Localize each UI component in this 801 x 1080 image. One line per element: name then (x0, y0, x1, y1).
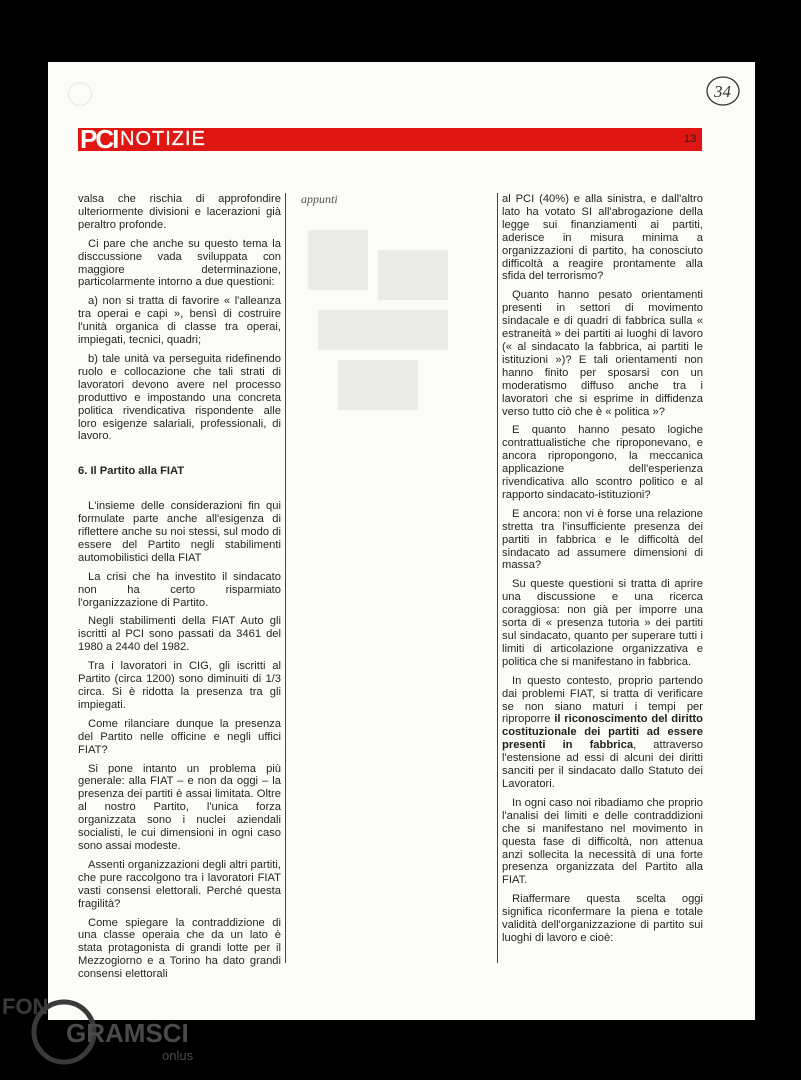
column-left (78, 193, 281, 987)
svg-text:GRAMSCI: GRAMSCI (66, 1018, 189, 1048)
page-number: 13 (684, 133, 697, 145)
paragraph: Quanto hanno pesato orientamenti presenti in settori di movimento sindacale e di quadri di fabbrica sulla « estraneità » dei partiti ai luoghi di lavoro (« al sindacato la fabbrica, ai partiti le istituzioni »)? E tali orientamenti non hanno finito per sposarsi con un moderatismo diffuso anche tra i lavoratori che si esprime in diffidenza verso tutto ciò che è « politica »? (502, 289, 703, 418)
paragraph-contesto (502, 675, 703, 791)
paragraph: Assenti organizzazioni degli altri partiti, che pure raccolgono tra i lavoratori FIAT vasti consensi elettorali. Perché questa fragilità? (78, 858, 281, 910)
svg-text:FON: FON (2, 994, 49, 1019)
paragraph-text: , attraverso l'estensione ad essi di alcuni dei diritti sanciti per il sindacato dallo Statuto dei Lavoratori. (502, 739, 703, 790)
logo-notizie: NOTIZIE (120, 128, 206, 150)
paragraph: Si pone intanto un problema più generale: alla FIAT – e non da oggi – la presenza dei partiti è assai limitata. Oltre al nostro Partito, l'unica forza organizzata sono i nuclei aziendali socialisti, le cui dimensioni in ogni caso sono assai modeste. (78, 762, 281, 852)
paragraph: In ogni caso noi ribadiamo che proprio l'analisi dei limiti e delle contraddizioni che si manifestano nel movimento in questa fase di difficoltà, non attenua anzi sollecita la necessità di una forte presenza organizzata del Partito alla FIAT. (502, 796, 703, 887)
notes-label: appunti (301, 192, 338, 206)
paragraph: Riaffermare questa scelta oggi significa riconfermare la piena e totale validità dell'organizzazione di partito sui luoghi di lavoro e cioè: (502, 893, 703, 944)
paragraph: Su queste questioni si tratta di aprire una discussione e una ricerca coraggiosa: non già per imporre una sorta di « presenza tutoria » dei partiti sul sindacato, quanto per superare tutti i limiti di articolazione organizzativa e politica che si manifestano in fabbrica. (502, 578, 703, 668)
paragraph: La crisi che ha investito il sindacato non ha certo risparmiato l'organizzazione di Partito. (78, 570, 281, 609)
logo-pci: PCI (80, 124, 118, 154)
column-rule-left (285, 193, 286, 963)
paragraph: Come spiegare la contraddizione di una classe operaia che da un lato è stata protagonista di grandi lotte per il Mezzogiorno e a Torino ha dato grandi consensi elettorali (78, 916, 281, 981)
document-page (48, 62, 755, 1020)
punch-hole (68, 82, 92, 106)
paragraph: a) non si tratta di favorire « l'alleanza tra operai e capi », bensì di costruire l'unità organica di classe tra operai, impiegati, tecnici, quadri; (78, 295, 281, 347)
paragraph: al PCI (40%) e alla sinistra, e dall'altro lato ha votato SI all'abrogazione della legge sui finanziamenti ai partiti, aderisce in misura minima a organizzazioni di partito, ha conosciuto difficoltà a reagire prontamente alla sfida del terrorismo? (502, 193, 703, 283)
paragraph: Negli stabilimenti della FIAT Auto gli iscritti al PCI sono passati da 3461 del 1980 a 2440 del 1982. (78, 615, 281, 654)
paragraph: L'insieme delle considerazioni fin qui formulate parte anche all'esigenza di riflettere anche su noi stessi, sul modo di essere del Partito negli stabilimenti automobilistici della FIAT (78, 500, 281, 564)
svg-text:onlus: onlus (162, 1048, 194, 1063)
show-through-image (298, 220, 468, 420)
paragraph: b) tale unità va perseguita ridefinendo ruolo e collocazione che tali strati di lavoratori devono avere nel processo produttivo e impostando una concreta politica rivendicativa rispondente alle loro esigenze salariali, professionali, di lavoro. (78, 352, 281, 443)
column-rule-right (497, 193, 498, 963)
section-heading: 6. Il Partito alla FIAT (78, 465, 185, 478)
paragraph-text: In questo contesto, proprio partendo dai problemi FIAT, si tratta di verificare se non siano maturi i tempi per riproporre (502, 674, 703, 726)
column-right (502, 193, 703, 951)
gramsci-watermark (0, 990, 260, 1080)
paragraph: E ancora: non vi è forse una relazione stretta tra l'insufficiente presenza dei partiti in fabbrica e le difficoltà del sindacato ad assumere dimensioni di massa? (502, 507, 703, 572)
paragraph: E quanto hanno pesato logiche contrattualistiche che riproponevano, e ancora ripropongono, la meccanica applicazione dell'esperienza rivendicativa allo scontro politico e al rapporto sindacato-istituzioni? (502, 424, 703, 501)
emphasis-text: il riconoscimento del diritto costituzionale dei partiti ad essere presenti in fabbrica (502, 713, 703, 752)
paragraph: valsa che rischia di approfondire ulteriormente divisioni e lacerazioni già peraltro profonde. (78, 193, 281, 231)
column-notes (291, 193, 441, 212)
paragraph: Ci pare che anche su questo tema la disccussione vada sviluppata con maggiore determinazione, particolarmente intorno a due questioni: (78, 237, 281, 289)
svg-text:34: 34 (714, 82, 731, 101)
paragraph: Come rilanciare dunque la presenza del Partito nelle officine e negli uffici FIAT? (78, 717, 281, 756)
handwritten-page-mark (704, 74, 742, 108)
paragraph: Tra i lavoratori in CIG, gli iscritti al Partito (circa 1200) sono diminuiti di 1/3 circa. Si è ridotta la presenza tra gli impiegati. (78, 660, 281, 711)
